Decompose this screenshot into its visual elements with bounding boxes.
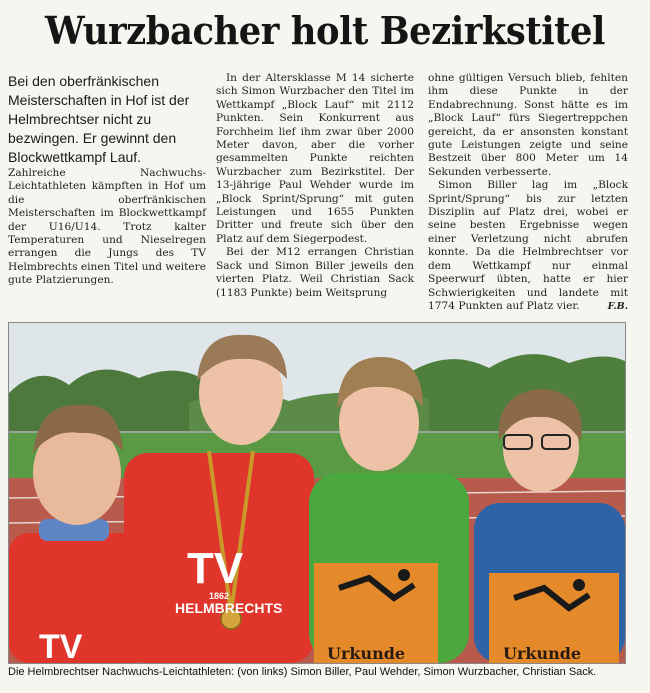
paragraph: Zahlreiche Nachwuchs-Leichtathleten kämpften in Hof um die oberfränkischen Meisterschaften im Blockwettkampf der U16/U14. Trotz kalter Temperaturen und Nieselregen errangen die Jungs des TV Helmbrechts einen Titel und weitere gute Platzierungen. [8, 167, 206, 287]
paragraph: In der Altersklasse M 14 sicherte sich Simon Wurzbacher den Titel im Wettkampf „Block Lauf“ mit 2112 Punkten. Sein Konkurrent aus Forchheim lief ihm zwar über 2000 Meter davon, aber die vorher gesammelten Punkte reichten Wurzbacher zum Bezirkstitel. Der 13-jährige Paul Wehder wurde im „Block Sprint/Sprung“ mit guten Leistungen und 1655 Punkten Dritter und freute sich über den Platz auf dem Siegerpodest. [216, 72, 414, 245]
team-photo [8, 322, 626, 664]
paragraph: Bei der M12 errangen Christian Sack und Simon Biller jeweils den vierten Platz. Weil Christian Sack (1183 Punkte) beim Weitsprung [216, 246, 414, 299]
paragraph: ohne gültigen Versuch blieb, fehlten ihm diese Punkte in der Endabrechnung. Sonst hätte es im „Block Lauf“ fürs Siegertreppchen gereicht, da er ansonsten konstant gute Leistungen zeigte und seine Bestzeit über 800 Meter um 14 Sekunden verbesserte. [428, 72, 628, 178]
svg-text:TV: TV [187, 544, 244, 593]
headline: Wurzbacher holt Bezirkstitel [44, 8, 606, 53]
article-column-2 [216, 72, 414, 300]
byline: F.B. [607, 300, 628, 312]
svg-text:HELMBRECHTS: HELMBRECHTS [175, 600, 283, 616]
teaser-text: Bei den oberfränkischen Meisterschaften in Hof ist der Helmbrechtser nicht zu bezwingen. Er gewinnt den Blockwettkampf Lauf. [8, 73, 190, 165]
photo-caption: Die Helmbrechtser Nachwuchs-Leichtathleten: (von links) Simon Biller, Paul Wehder, Simon Wurzbacher, Christian Sack. [8, 666, 597, 678]
paragraph-text: Simon Biller lag im „Block Sprint/Sprung“ bis zur letzten Disziplin auf Platz drei, wobei er seine besten Ergebnisse wegen einer Verletzung nicht abrufen konnte. Da die Helmbrechtser vor dem Wettkampf nur einmal Speerwurf übten, hatte er hier Schwierigkeiten und landete mit 1774 Punkten auf Platz vier. [428, 179, 628, 312]
article-column-3 [428, 72, 628, 313]
svg-text:Urkunde: Urkunde [503, 644, 582, 663]
svg-text:1862: 1862 [209, 591, 230, 601]
svg-text:Urkunde: Urkunde [327, 644, 406, 663]
article-column-1 [8, 72, 206, 288]
paragraph [428, 179, 628, 313]
team-photo-illustration [9, 323, 625, 663]
svg-text:TV: TV [39, 628, 83, 663]
